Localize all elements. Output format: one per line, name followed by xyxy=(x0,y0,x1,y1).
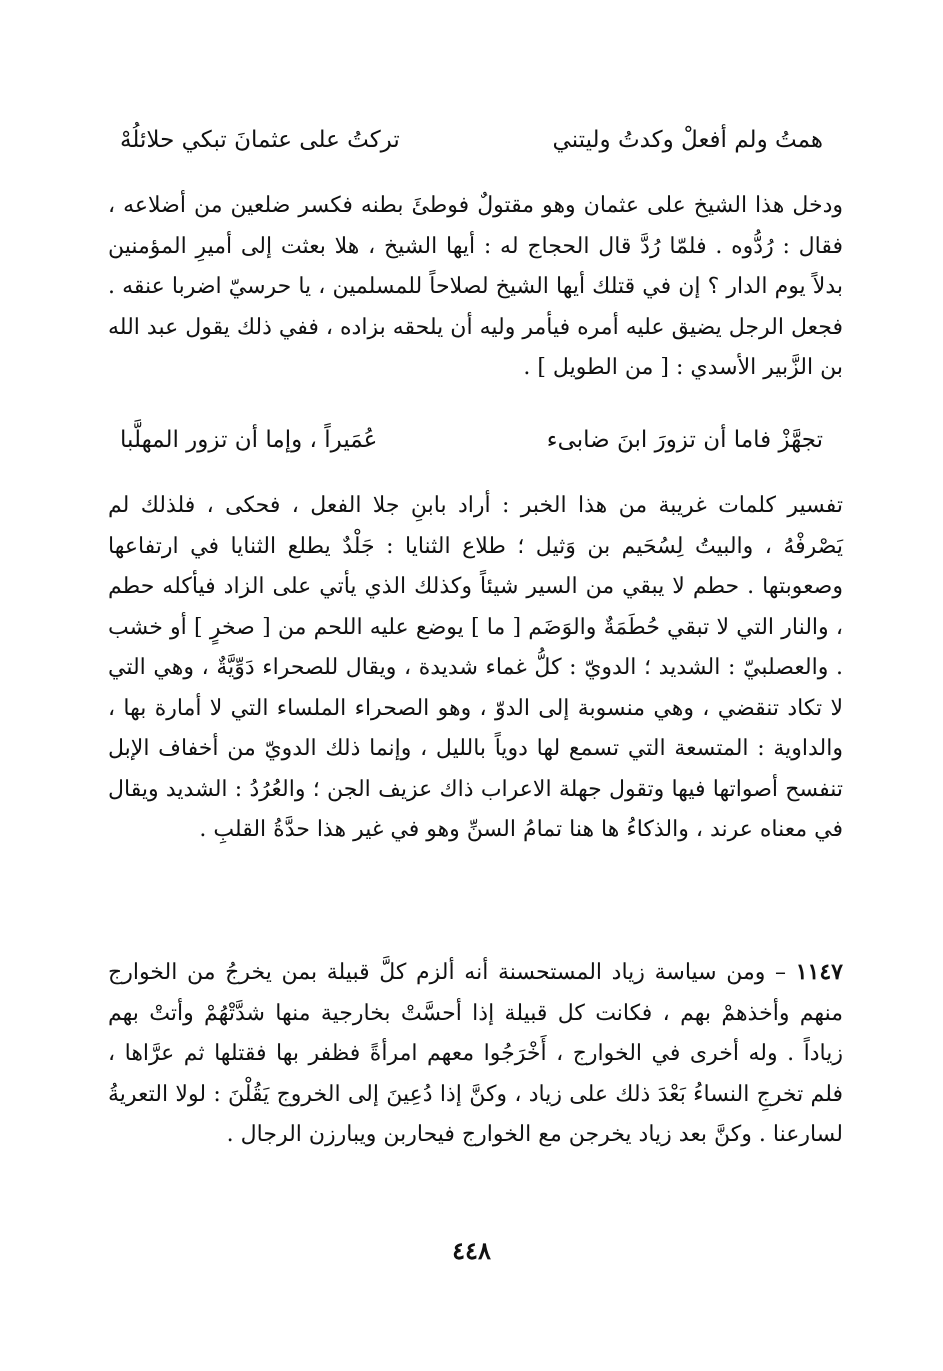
verse-2-second-hemistich: عُمَيراً ، وإما أن تزور المهلَّبا xyxy=(120,427,378,453)
paragraph-3 xyxy=(108,952,843,1156)
verse-2-first-hemistich: تجهَّزْ فاما أن تزورَ ابنَ ضابىء xyxy=(546,427,823,453)
paragraph-3-text: – ومن سياسة زياد المستحسنة أنه ألزم كلَّ قبيلة بمن يخرجُ من الخوارج منهم وأخذهمْ بهم ، فكانت كل قبيلة إذا أحسَّتْ بخارجية منها شدَّتْهُمْ وأتتْ بهم زياداً . وله أخرى في الخوارج ، أَخْرَجُوا معهم امرأةً فظفر بها فقتلها ثم عرَّاها ، فلم تخرجِ النساءُ بَعْدَ ذلك على زياد ، وكنَّ إذا دُعِينَ إلى الخروج يَقُلْنَ : لولا التعريةُ لسارعنا . وكنَّ بعد زياد يخرجن مع الخوارج فيحاربن ويبارزن الرجال . xyxy=(108,960,843,1147)
paragraph-2: تفسير كلمات غريبة من هذا الخبر : أراد بابنِ جلا الفعل ، فحكى ، فلذلك لم يَصْرفْهُ ، والبيتُ لِسُحَيم بن وَثيل ؛ طلاع الثنايا : جَلْدٌ يطلع الثنايا في ارتفاعها وصعوبتها . حطم لا يبقي من السير شيئاً وكذلك الذي يأتي على الزاد فيأكله حطم ، والنار التي لا تبقي حُطَمَةٌ والوَضَم [ ما ] يوضع عليه اللحم من [ صخرٍ ] أو خشب . والعصلبيّ : الشديد ؛ الدويّ : كلُّ غماء شديدة ، ويقال للصحراء دَوِّيَّةٌ ، وهي التي لا تكاد تنقضي ، وهي منسوبة إلى الدوّ ، وهو الصحراء الملساء التي لا أمارة بها ، والداوية : المتسعة التي تسمع لها دوياً بالليل ، وإنما ذلك الدويّ من أخفاف الإبل تنفسح أصواتها فيها وتقول جهلة الاعراب ذاك عزيف الجن ؛ والعُرُدُ : الشديد ويقال في معناه عرند ، والذكاءُ ها هنا تمامُ السنِّ وهو في غير هذا حدَّةُ القلبِ . xyxy=(108,493,843,842)
verse-1-second-hemistich: تركتُ على عثمانَ تبكي حلائلُهْ xyxy=(120,127,400,153)
poetry-verse-1 xyxy=(120,120,823,160)
entry-number: ١١٤٧ xyxy=(795,959,843,985)
page-number: ٤٤٨ xyxy=(452,1236,491,1265)
paragraph-1: ودخل هذا الشيخ على عثمان وهو مقتولٌ فوطئَ بطنه فكسر ضلعين من أضلاعه ، فقال : رُدُّوه . فلمّا رُدَّ قال الحجاج له : أيها الشيخ ، هلا بعثت إلى أميرِ المؤمنين بدلاً يوم الدار ؟ إن في قتلك أيها الشيخ لصلاحاً للمسلمين ، يا حرسيّ اضربا عنقه . فجعل الرجل يضيق عليه أمره فيأمر وليه أن يلحقه بزاده ، ففي ذلك يقول عبد الله بن الزَّبير الأسدي : [ من الطويل ] . xyxy=(108,193,843,380)
poetry-verse-2 xyxy=(120,420,823,460)
verse-1-first-hemistich: همتُ ولم أفعلْ وكدتُ وليتني xyxy=(552,127,823,153)
